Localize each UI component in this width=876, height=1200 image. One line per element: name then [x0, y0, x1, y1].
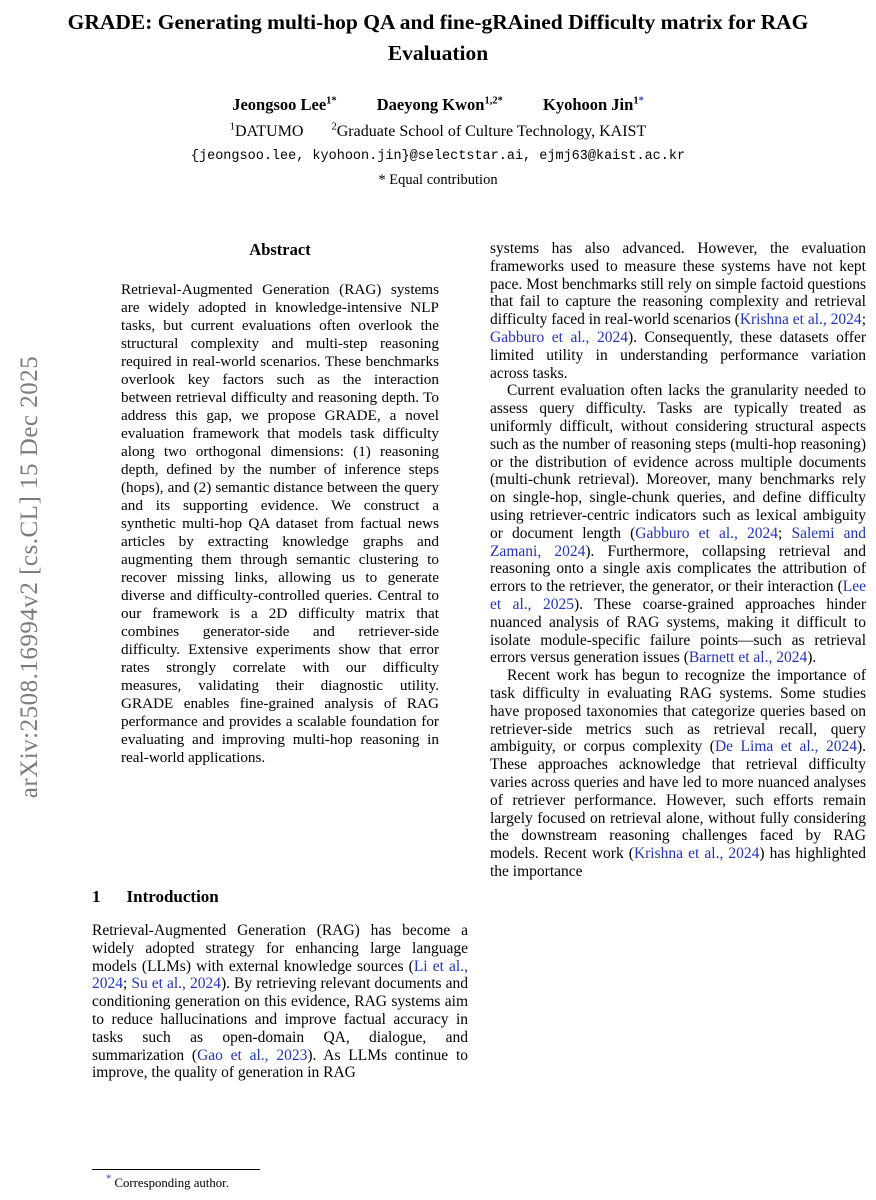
corresponding-author-mark: *	[638, 95, 644, 107]
author-name: Kyohoon Jin	[542, 95, 634, 115]
citation-link[interactable]: Krishna et al., 2024	[633, 845, 760, 863]
left-column	[92, 240, 468, 1082]
text-run: ). As LLMs continue to improve, the quality of generation in RAG	[92, 1046, 468, 1082]
footnote-text: Corresponding author.	[114, 1176, 229, 1190]
body-paragraph	[490, 240, 866, 382]
author-affil-sup: 1*	[633, 95, 644, 107]
citation-link[interactable]: Gabburo et al., 2024	[635, 524, 779, 542]
footnote-rule	[92, 1169, 260, 1170]
author-emails: {jeongsoo.lee, kyohoon.jin}@selectstar.ai, ejmj63@kaist.ac.kr	[190, 149, 686, 165]
equal-contrib-mark: *	[497, 95, 503, 107]
footnote	[92, 1169, 468, 1191]
footnote-marker: *	[106, 1173, 112, 1185]
text-run: systems has also advanced. However, the evaluation frameworks used to measure these systems have not kept pace. Most benchmarks still rely on simple factoid questions that fail to capture the reasoning complexity and retrieval difficulty faced in real-world scenarios (	[490, 240, 866, 329]
affiliation-2: $^2$Graduate School of Culture Technology, KAIST	[331, 121, 647, 141]
text-run: Current evaluation often lacks the granularity needed to assess query difficulty. Tasks are typically treated as uniformly difficult, without considering structural aspects such as the number of reasoning steps (multi-hop reasoning) or the distribution of evidence across multiple documents (multi-chunk retrieval). Moreover, many benchmarks rely on single-hop, single-chunk queries, and define difficulty using retriever-centric indicators such as lexical ambiguity or document length (	[490, 382, 866, 542]
equal-contrib-mark: *	[331, 95, 337, 107]
author-affil-sup: 1,2*	[484, 95, 503, 107]
text-run: ).	[807, 649, 817, 667]
citation-link[interactable]: Gabburo et al., 2024	[490, 328, 628, 346]
text-run: ) has highlighted the importance	[490, 845, 866, 880]
text-run: Recent work has begun to recognize the importance of task difficulty in evaluating RAG systems. Some studies have proposed taxonomies that categorize queries based on retriever-side metrics such as retrieval recall, query ambiguity, or corpus complexity (	[490, 667, 866, 756]
author-3	[543, 95, 644, 114]
text-run: ;	[778, 524, 792, 542]
authors-line	[0, 95, 876, 115]
footnote-line	[92, 1173, 468, 1191]
author-1	[232, 95, 336, 114]
author-name: Jeongsoo Lee	[232, 95, 327, 115]
citation-link[interactable]: Li et al., 2024	[92, 957, 468, 993]
body-paragraph	[490, 382, 866, 667]
right-column	[490, 240, 866, 1200]
arxiv-watermark: arXiv:2508.16994v2 [cs.CL] 15 Dec 2025	[16, 355, 43, 799]
body-paragraph	[490, 667, 866, 881]
citation-link[interactable]: Salemi and Zamani, 2024	[490, 524, 866, 560]
section-number: 1	[92, 887, 101, 906]
section-title: Introduction	[126, 887, 219, 906]
abstract-heading: Abstract	[249, 240, 311, 259]
text-run: ). By retrieving relevant documents and conditioning generation on this evidence, RAG systems aim to reduce hallucinations and improve factual accuracy in tasks such as open-domain QA, dialogue, and summarization (	[92, 975, 469, 1064]
equal-contribution-note: * Equal contribution	[378, 172, 498, 189]
citation-link[interactable]: Su et al., 2024	[131, 975, 221, 993]
text-run: ). Consequently, these datasets offer limited utility in understanding performance variation across tasks.	[490, 328, 866, 382]
author-affil-sup: 1*	[326, 95, 337, 107]
text-run: ;	[861, 311, 866, 329]
abstract-text: Retrieval-Augmented Generation (RAG) systems are widely adopted in knowledge-intensive NLP tasks, but current evaluations often overlook the structural complexity and multi-step reasoning required in real-world scenarios. These benchmarks overlook key factors such as the interaction between retrieval difficulty and reasoning depth. To address this gap, we propose GRADE, a novel evaluation framework that models task difficulty along two orthogonal dimensions: (1) reasoning depth, defined by the number of inference steps (hops), and (2) semantic distance between the query and its supporting evidence. We construct a synthetic multi-hop QA dataset from factual news articles by extracting knowledge graphs and augmenting them through semantic clustering to recover missing links, allowing us to generate diverse and difficulty-controlled queries. Central to our framework is a 2D difficulty matrix that combines generator-side and retriever-side difficulty. Extensive experiments show that error rates strongly correlate with our difficulty measures, validating their diagnostic utility. GRADE enables fine-grained analysis of RAG performance and provides a scalable foundation for evaluating and improving multi-hop reasoning in real-world applications.	[121, 281, 439, 766]
citation-link[interactable]: Krishna et al., 2024	[739, 311, 862, 329]
citation-link[interactable]: De Lima et al., 2024	[714, 738, 857, 756]
paper-title: GRADE: Generating multi-hop QA and fine-gRAined Difficulty matrix for RAG Evaluation	[67, 10, 809, 65]
citation-link[interactable]: Lee et al., 2025	[490, 578, 866, 613]
citation-link[interactable]: Barnett et al., 2024	[688, 649, 808, 667]
text-run: Retrieval-Augmented Generation (RAG) has become a widely adopted strategy for enhancing large language models (LLMs) with external knowledge sources (	[92, 922, 468, 975]
paper-header	[0, 0, 876, 189]
intro-paragraph-1	[92, 922, 468, 1082]
section-1-heading	[92, 887, 468, 907]
affiliation-1: $^1$DATUMO	[229, 121, 304, 141]
text-run: ). These coarse-grained approaches hinder nuanced analysis of RAG systems, making it difficult to isolate module-specific failure points—such as retrieval errors versus generation issues (	[490, 595, 866, 667]
text-run: ). Furthermore, collapsing retrieval and reasoning onto a single axis complicates the attribution of errors to the retriever, the generator, or their interaction (	[490, 542, 866, 596]
affiliations-line	[0, 123, 876, 141]
text-run: ;	[123, 975, 132, 993]
author-name: Daeyong Kwon	[376, 95, 485, 115]
citation-link[interactable]: Gao et al., 2023	[197, 1046, 308, 1064]
author-2	[377, 95, 503, 114]
text-run: ). These approaches acknowledge that retrieval difficulty varies across queries and have led to more nuanced analyses of retriever performance. However, such efforts remain largely focused on retrieval alone, without fully considering the downstream reasoning challenges faced by RAG models. Recent work (	[490, 738, 866, 863]
